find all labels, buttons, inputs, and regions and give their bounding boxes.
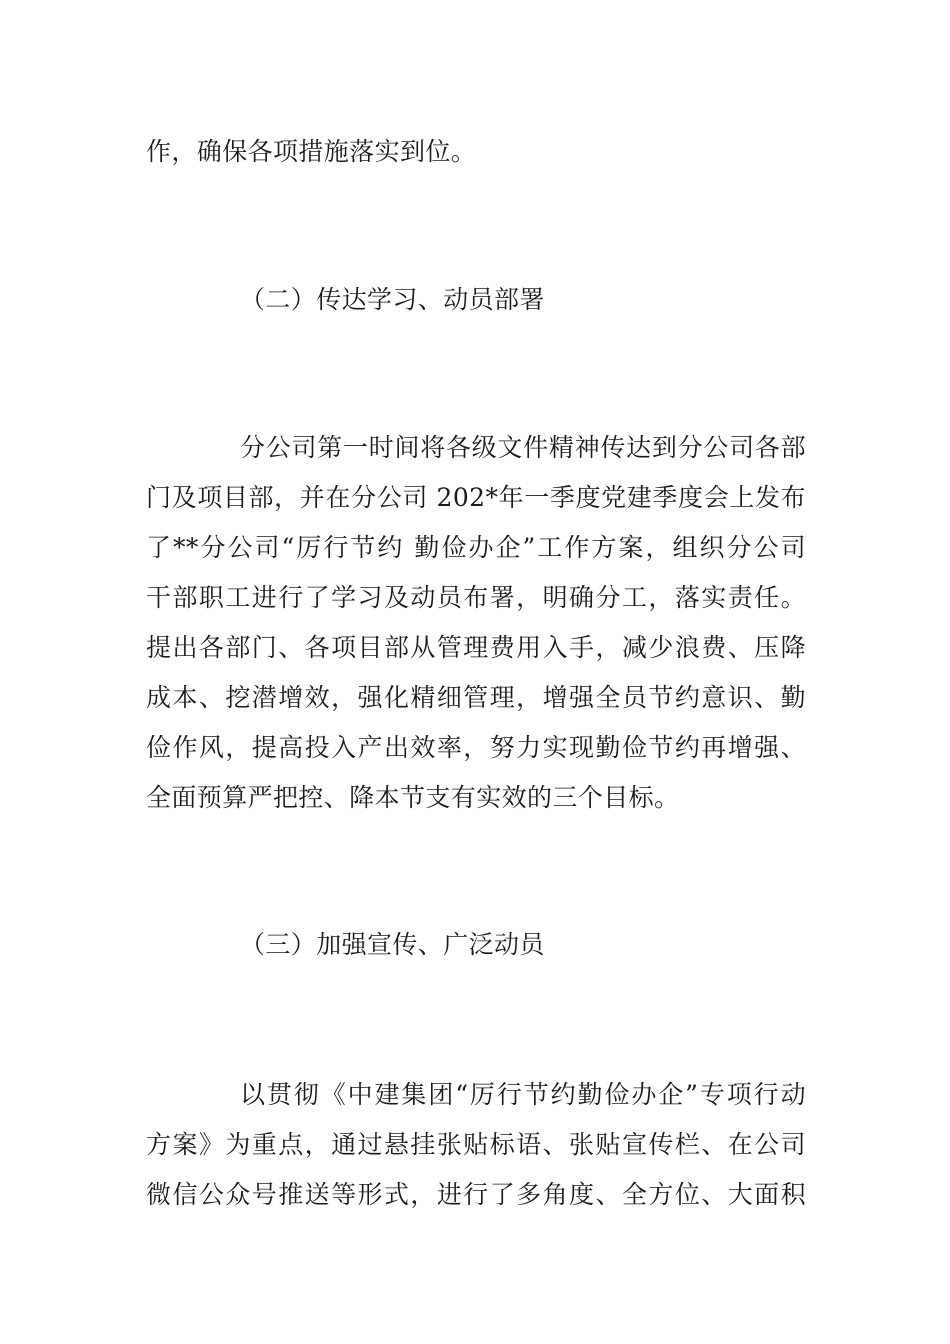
section-heading-2: （二）传达学习、动员部署 <box>240 285 545 314</box>
paragraph-continuation-line: 作，确保各项措施落实到位。 <box>146 137 477 166</box>
section-heading-3: （三）加强宣传、广泛动员 <box>240 930 545 959</box>
paragraph-line: 微信公众号推送等形式，进行了多角度、全方位、大面积 <box>146 1180 806 1209</box>
paragraph-line: 干部职工进行了学习及动员布署，明确分工，落实责任。 <box>146 583 806 612</box>
paragraph-line: 俭作风，提高投入产出效率，努力实现勤俭节约再增强、 <box>146 733 806 762</box>
paragraph-line: 提出各部门、各项目部从管理费用入手，减少浪费、压降 <box>146 633 806 662</box>
paragraph-line: 了**分公司“厉行节约 勤俭办企”工作方案，组织分公司 <box>146 533 806 562</box>
paragraph-line: 分公司第一时间将各级文件精神传达到分公司各部 <box>240 433 806 462</box>
paragraph-line: 以贯彻《中建集团“厉行节约勤俭办企”专项行动 <box>240 1080 806 1109</box>
paragraph-line: 方案》为重点，通过悬挂张贴标语、张贴宣传栏、在公司 <box>146 1130 806 1159</box>
paragraph-line: 门及项目部，并在分公司 202*年一季度党建季度会上发布 <box>146 483 806 512</box>
paragraph-line: 成本、挖潜增效，强化精细管理，增强全员节约意识、勤 <box>146 683 806 712</box>
paragraph-line: 全面预算严把控、降本节支有实效的三个目标。 <box>146 783 680 812</box>
